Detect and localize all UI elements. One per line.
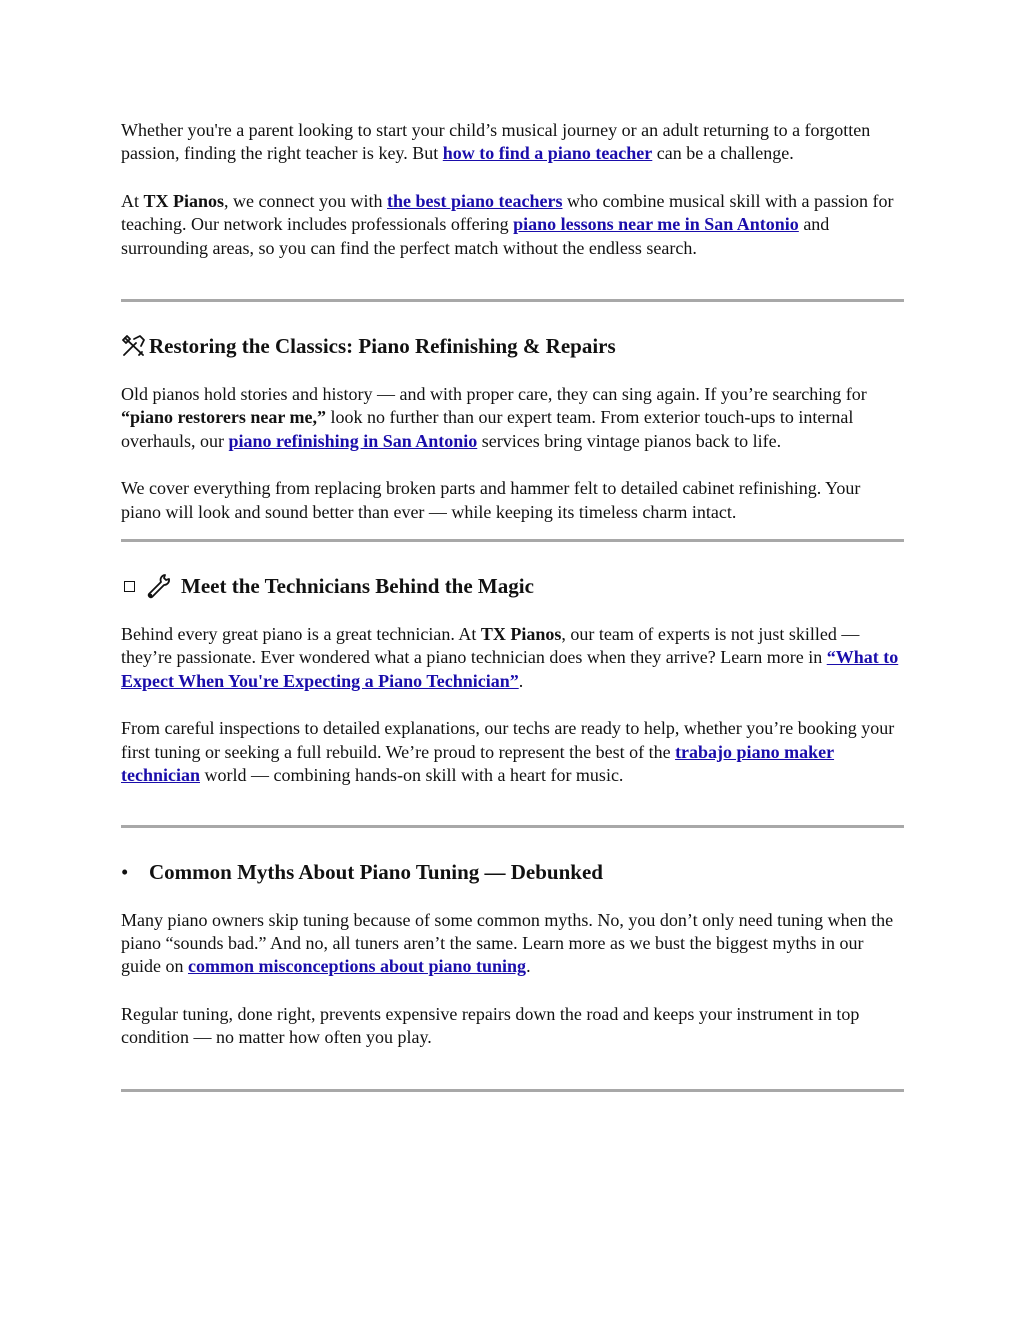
bold-phrase: “piano restorers near me,” — [121, 407, 326, 428]
intro-paragraph-1 — [121, 119, 904, 166]
text: , our team of experts is not just skilled — they’re passionate. Ever wondered what a piano technician does when they arrive? Learn more in — [121, 624, 860, 668]
text: , we connect you with — [224, 190, 387, 211]
link-piano-refinishing-san-antonio[interactable]: piano refinishing in San Antonio — [228, 430, 478, 451]
text: . — [518, 670, 524, 691]
text: From careful inspections to detailed explanations, our techs are ready to help, whether you’re booking your first tuning or seeking a full rebuild. We’re proud to represent the best of the — [121, 718, 895, 762]
technicians-paragraph-2 — [121, 717, 904, 787]
divider — [121, 539, 904, 542]
text: look no further than our expert team. From exterior touch-ups to internal overhauls, our — [121, 407, 854, 451]
text: and surrounding areas, so you can find the perfect match without the endless search. — [121, 214, 830, 258]
text: can be a challenge. — [652, 143, 794, 164]
text: At — [121, 190, 144, 211]
section-heading-technicians — [121, 573, 904, 599]
bullet-icon: • — [121, 859, 129, 884]
text: Behind every great piano is a great technician. At — [121, 624, 481, 645]
brand-name: TX Pianos — [480, 624, 562, 645]
square-icon — [124, 581, 135, 592]
myths-paragraph-1 — [121, 909, 904, 979]
myths-paragraph-2: Regular tuning, done right, prevents expensive repairs down the road and keeps your instrument in top condition — no matter how often you play. — [121, 1003, 860, 1048]
section-heading-restoring — [121, 333, 904, 359]
divider — [121, 825, 904, 828]
divider — [121, 1089, 904, 1092]
article — [121, 119, 904, 1092]
intro-paragraph-2 — [121, 190, 904, 260]
link-trabajo-piano-maker-technician[interactable]: trabajo piano maker technician — [121, 741, 835, 786]
heading-text: Meet the Technicians Behind the Magic — [181, 574, 534, 599]
text: Old pianos hold stories and history — and with proper care, they can sing again. If you’re searching for — [121, 384, 867, 405]
section-heading-myths — [121, 859, 904, 885]
text: . — [526, 956, 531, 977]
link-piano-lessons-san-antonio[interactable]: piano lessons near me in San Antonio — [513, 214, 799, 235]
link-best-piano-teachers[interactable]: the best piano teachers — [387, 190, 563, 211]
brand-name: TX Pianos — [143, 190, 225, 211]
divider — [121, 299, 904, 302]
technicians-paragraph-1 — [121, 623, 904, 693]
text: who combine musical skill with a passion for teaching. Our network includes professionals offering — [121, 190, 894, 235]
wrench-icon — [145, 573, 171, 599]
restoring-paragraph-1 — [121, 383, 904, 453]
heading-text: Common Myths About Piano Tuning — Debunked — [149, 859, 603, 884]
tools-icon — [121, 334, 148, 358]
text: world — combining hands-on skill with a heart for music. — [200, 765, 624, 786]
link-what-to-expect-technician[interactable]: “What to Expect When You're Expecting a Piano Technician” — [121, 647, 899, 691]
link-common-misconceptions-tuning[interactable]: common misconceptions about piano tuning — [188, 956, 527, 977]
text: services bring vintage pianos back to life. — [477, 430, 782, 451]
text: Many piano owners skip tuning because of some common myths. No, you don’t only need tuning when the piano “sounds bad.” And no, all tuners aren’t the same. Learn more as we bust the biggest myths in our guide on — [121, 909, 894, 977]
text: Whether you're a parent looking to start your child’s musical journey or an adult returning to a forgotten passion, finding the right teacher is key. But — [121, 120, 871, 164]
link-how-to-find-piano-teacher[interactable]: how to find a piano teacher — [442, 143, 653, 164]
restoring-paragraph-2: We cover everything from replacing broken parts and hammer felt to detailed cabinet refinishing. Your piano will look and sound better than ever — while keeping its timeless charm intact. — [121, 478, 861, 522]
heading-text: Restoring the Classics: Piano Refinishing & Repairs — [149, 334, 616, 359]
